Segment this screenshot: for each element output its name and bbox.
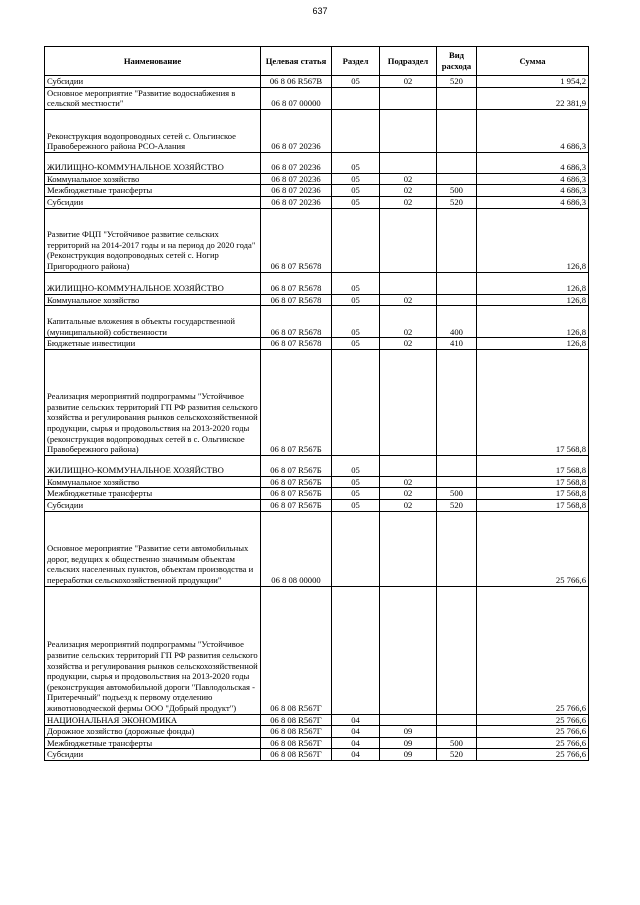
row-code: 06 8 07 20236 — [261, 185, 332, 197]
row-section — [332, 511, 380, 586]
row-type — [437, 173, 477, 185]
row-section — [332, 208, 380, 272]
header-subsection: Подраздел — [380, 47, 437, 76]
row-type — [437, 272, 477, 294]
row-type: 520 — [437, 749, 477, 761]
row-subsection: 09 — [380, 726, 437, 738]
row-name: Субсидии — [45, 196, 261, 208]
row-name: Межбюджетные трансферты — [45, 488, 261, 500]
row-section: 05 — [332, 173, 380, 185]
row-name: Реализация мероприятий подпрограммы "Устойчивое развитие сельских территорий ГП РФ развития сельского хозяйства и регулирования рынков сельскохозяйственной продукции, сырья и продовольствия на 2013-2020 годы (реконструкция автомобильной дороги "Павлодольская - Притеречный" подъезд к первому отделению животноводческой фермы ООО "Добрый продукт") — [45, 586, 261, 714]
page-number: 637 — [312, 6, 328, 16]
row-code: 06 8 07 R567Б — [261, 488, 332, 500]
row-sum: 25 766,6 — [477, 726, 589, 738]
row-sum: 1 954,2 — [477, 76, 589, 88]
table-row — [45, 87, 589, 109]
row-section: 05 — [332, 488, 380, 500]
row-subsection: 02 — [380, 306, 437, 338]
row-type: 520 — [437, 76, 477, 88]
row-code: 06 8 07 R567Б — [261, 499, 332, 511]
row-code: 06 8 08 00000 — [261, 511, 332, 586]
table-row — [45, 476, 589, 488]
row-code: 06 8 07 R5678 — [261, 306, 332, 338]
row-subsection: 09 — [380, 737, 437, 749]
row-code: 06 8 08 R567Г — [261, 737, 332, 749]
row-subsection: 02 — [380, 185, 437, 197]
row-code: 06 8 06 R567B — [261, 76, 332, 88]
header-type: Вид расхода — [437, 47, 477, 76]
row-sum: 25 766,6 — [477, 586, 589, 714]
row-subsection: 09 — [380, 749, 437, 761]
row-type — [437, 476, 477, 488]
budget-table — [44, 46, 589, 761]
row-code: 06 8 08 R567Г — [261, 726, 332, 738]
row-name: Коммунальное хозяйство — [45, 173, 261, 185]
row-subsection: 02 — [380, 338, 437, 350]
row-sum: 17 568,8 — [477, 488, 589, 500]
row-name: Основное мероприятие "Развитие водоснабжения в сельской местности" — [45, 87, 261, 109]
row-section: 05 — [332, 196, 380, 208]
table-row — [45, 511, 589, 586]
table-row — [45, 586, 589, 714]
row-section: 05 — [332, 476, 380, 488]
row-type — [437, 455, 477, 476]
header-sum: Сумма — [477, 47, 589, 76]
row-type — [437, 349, 477, 455]
row-code: 06 8 07 R567Б — [261, 349, 332, 455]
row-subsection — [380, 109, 437, 152]
row-name: Дорожное хозяйство (дорожные фонды) — [45, 726, 261, 738]
row-subsection — [380, 272, 437, 294]
row-type: 410 — [437, 338, 477, 350]
row-section: 05 — [332, 499, 380, 511]
row-section: 04 — [332, 737, 380, 749]
header-code: Целевая статья — [261, 47, 332, 76]
table-row — [45, 152, 589, 173]
row-subsection — [380, 349, 437, 455]
row-subsection: 02 — [380, 173, 437, 185]
table-row — [45, 488, 589, 500]
row-section: 05 — [332, 76, 380, 88]
row-sum: 4 686,3 — [477, 196, 589, 208]
table-row — [45, 185, 589, 197]
row-name: Коммунальное хозяйство — [45, 294, 261, 306]
table-row — [45, 338, 589, 350]
row-type — [437, 586, 477, 714]
row-type: 520 — [437, 196, 477, 208]
row-code: 06 8 07 20236 — [261, 173, 332, 185]
table-row — [45, 737, 589, 749]
row-name: Бюджетные инвестиции — [45, 338, 261, 350]
table-row — [45, 173, 589, 185]
row-name: Основное мероприятие "Развитие сети автомобильных дорог, ведущих к общественно значимым объектам сельских населенных пунктов, объектам производства и переработки сельскохозяйственной продукции" — [45, 511, 261, 586]
header-name: Наименование — [45, 47, 261, 76]
row-sum: 126,8 — [477, 272, 589, 294]
row-subsection — [380, 511, 437, 586]
row-subsection: 02 — [380, 499, 437, 511]
row-section: 04 — [332, 726, 380, 738]
row-sum: 25 766,6 — [477, 749, 589, 761]
row-code: 06 8 07 R5678 — [261, 338, 332, 350]
row-subsection — [380, 208, 437, 272]
row-name: Межбюджетные трансферты — [45, 185, 261, 197]
row-sum: 25 766,6 — [477, 511, 589, 586]
row-sum: 17 568,8 — [477, 499, 589, 511]
table-row — [45, 499, 589, 511]
row-sum: 126,8 — [477, 208, 589, 272]
row-section — [332, 87, 380, 109]
table-row — [45, 196, 589, 208]
row-name: ЖИЛИЩНО-КОММУНАЛЬНОЕ ХОЗЯЙСТВО — [45, 152, 261, 173]
table-row — [45, 349, 589, 455]
table-row — [45, 306, 589, 338]
table-header-row — [45, 47, 589, 76]
row-code: 06 8 07 00000 — [261, 87, 332, 109]
row-subsection: 02 — [380, 294, 437, 306]
row-name: Субсидии — [45, 76, 261, 88]
row-sum: 126,8 — [477, 294, 589, 306]
row-name: Развитие ФЦП "Устойчивое развитие сельских территорий на 2014-2017 годы и на период до 2020 года" (Реконструкция водопроводных сетей с. Ногир Пригородного района) — [45, 208, 261, 272]
row-code: 06 8 07 R5678 — [261, 294, 332, 306]
row-section — [332, 349, 380, 455]
row-type — [437, 294, 477, 306]
row-code: 06 8 07 20236 — [261, 109, 332, 152]
row-code: 06 8 07 R5678 — [261, 208, 332, 272]
row-name: Реализация мероприятий подпрограммы "Устойчивое развитие сельских территорий ГП РФ развития сельского хозяйства и регулирования рынков сельскохозяйственной продукции, сырья и продовольствия на 2013-2020 годы (реконструкция водопроводных сетей в с. Ольгинское Правобережного района) — [45, 349, 261, 455]
table-row — [45, 208, 589, 272]
row-sum: 126,8 — [477, 338, 589, 350]
row-sum: 22 381,9 — [477, 87, 589, 109]
row-type: 500 — [437, 185, 477, 197]
row-type: 400 — [437, 306, 477, 338]
row-code: 06 8 08 R567Г — [261, 714, 332, 726]
row-sum: 17 568,8 — [477, 476, 589, 488]
row-code: 06 8 08 R567Г — [261, 749, 332, 761]
row-name: Межбюджетные трансферты — [45, 737, 261, 749]
row-subsection: 02 — [380, 196, 437, 208]
table-row — [45, 76, 589, 88]
row-subsection — [380, 714, 437, 726]
header-section: Раздел — [332, 47, 380, 76]
row-name: ЖИЛИЩНО-КОММУНАЛЬНОЕ ХОЗЯЙСТВО — [45, 272, 261, 294]
row-type — [437, 87, 477, 109]
row-subsection — [380, 455, 437, 476]
table-row — [45, 294, 589, 306]
row-sum: 4 686,3 — [477, 152, 589, 173]
row-sum: 25 766,6 — [477, 714, 589, 726]
row-type: 500 — [437, 737, 477, 749]
row-sum: 4 686,3 — [477, 109, 589, 152]
row-subsection: 02 — [380, 488, 437, 500]
row-section: 05 — [332, 338, 380, 350]
row-sum: 4 686,3 — [477, 185, 589, 197]
row-type — [437, 726, 477, 738]
row-section — [332, 109, 380, 152]
row-section: 05 — [332, 272, 380, 294]
row-type — [437, 152, 477, 173]
row-sum: 17 568,8 — [477, 455, 589, 476]
row-code: 06 8 07 R567Б — [261, 455, 332, 476]
row-section: 05 — [332, 294, 380, 306]
row-type — [437, 511, 477, 586]
row-code: 06 8 07 R5678 — [261, 272, 332, 294]
row-name: Субсидии — [45, 749, 261, 761]
row-type — [437, 109, 477, 152]
row-subsection — [380, 87, 437, 109]
row-type: 520 — [437, 499, 477, 511]
table-row — [45, 726, 589, 738]
row-type: 500 — [437, 488, 477, 500]
row-type — [437, 208, 477, 272]
row-sum: 4 686,3 — [477, 173, 589, 185]
row-section: 04 — [332, 749, 380, 761]
row-name: ЖИЛИЩНО-КОММУНАЛЬНОЕ ХОЗЯЙСТВО — [45, 455, 261, 476]
row-section: 05 — [332, 306, 380, 338]
row-name: Коммунальное хозяйство — [45, 476, 261, 488]
row-section: 05 — [332, 185, 380, 197]
row-name: НАЦИОНАЛЬНАЯ ЭКОНОМИКА — [45, 714, 261, 726]
row-code: 06 8 07 20236 — [261, 152, 332, 173]
row-code: 06 8 08 R567Г — [261, 586, 332, 714]
row-name: Субсидии — [45, 499, 261, 511]
table-row — [45, 455, 589, 476]
row-sum: 25 766,6 — [477, 737, 589, 749]
row-code: 06 8 07 R567Б — [261, 476, 332, 488]
row-sum: 126,8 — [477, 306, 589, 338]
row-name: Капитальные вложения в объекты государственной (муниципальной) собственности — [45, 306, 261, 338]
row-sum: 17 568,8 — [477, 349, 589, 455]
table-row — [45, 109, 589, 152]
row-section: 05 — [332, 152, 380, 173]
row-name: Реконструкция водопроводных сетей с. Ольгинское Правобережного района РСО-Алания — [45, 109, 261, 152]
row-type — [437, 714, 477, 726]
table-row — [45, 749, 589, 761]
row-section: 05 — [332, 455, 380, 476]
row-subsection — [380, 152, 437, 173]
row-subsection — [380, 586, 437, 714]
row-subsection: 02 — [380, 76, 437, 88]
row-code: 06 8 07 20236 — [261, 196, 332, 208]
table-row — [45, 272, 589, 294]
row-section: 04 — [332, 714, 380, 726]
row-section — [332, 586, 380, 714]
table-row — [45, 714, 589, 726]
row-subsection: 02 — [380, 476, 437, 488]
